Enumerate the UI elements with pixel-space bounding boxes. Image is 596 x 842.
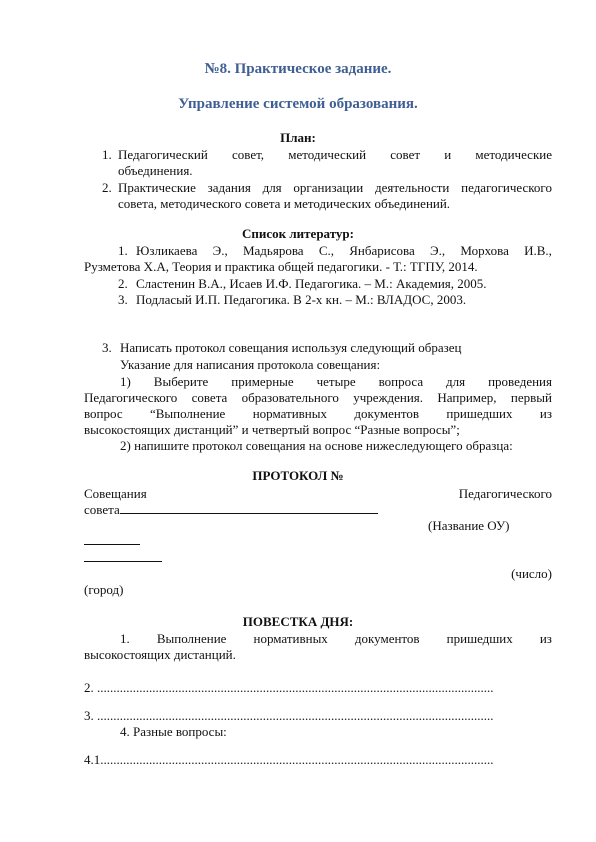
word: 1. (120, 631, 130, 646)
word: Э., (430, 243, 446, 258)
agenda-heading: ПОВЕСТКА ДНЯ: (242, 614, 354, 629)
word: Педагогического (84, 390, 178, 405)
plan-heading: План: (280, 130, 316, 145)
lit-item-2-number: 2. (118, 276, 128, 291)
plan-item-1-number: 1. (102, 147, 112, 162)
word: вопрос (84, 406, 123, 421)
protocol-meeting-label: Совещания (84, 486, 147, 501)
lit-item-1-number: 1. (118, 243, 128, 258)
agenda-item-4-1: 4.1......................................................................................................................... (84, 752, 494, 767)
agenda-item-3: 3. .......................................................................................................................... (84, 708, 494, 723)
word: нормативных (252, 406, 327, 421)
word: Мадьярова (242, 243, 304, 258)
protocol-number-blank-line (84, 533, 140, 549)
word: примерные (231, 374, 294, 389)
word: совет (390, 147, 421, 162)
word: И.В., (524, 243, 552, 258)
word: задания (207, 180, 251, 195)
task3-step2: 2) напишите протокол совещания на основе нижеследующего образца: (120, 438, 513, 453)
word: документов (354, 406, 420, 421)
protocol-council-line (84, 502, 378, 518)
word: вопроса (378, 374, 424, 389)
protocol-pedagogical-label: Педагогического (458, 486, 552, 501)
word: Янбарисова (349, 243, 415, 258)
word: методический (288, 147, 367, 162)
word: Например, (437, 390, 497, 405)
protocol-heading: ПРОТОКОЛ № (252, 468, 344, 483)
word: документов (354, 631, 420, 646)
word: первый (510, 390, 552, 405)
word: педагогического (461, 180, 552, 195)
word: нормативных (253, 631, 328, 646)
plan-item-2-line (118, 180, 552, 196)
protocol-org-name-hint: (Название ОУ) (428, 518, 510, 533)
literature-heading: Список литератур: (242, 226, 354, 241)
word: Морхова (460, 243, 509, 258)
word: пришедших (446, 631, 513, 646)
agenda-item-2: 2. .......................................................................................................................... (84, 680, 494, 695)
word: деятельности (374, 180, 450, 195)
task3-step1-line3 (84, 406, 552, 422)
word: для (262, 180, 282, 195)
protocol-number-blank (84, 533, 140, 545)
protocol-city-hint: (город) (84, 582, 124, 597)
word: учреждения. (353, 390, 424, 405)
lit-item-1-continuation: Рузметова Х.А, Теория и практика общей педагогики. - Т.: ТГПУ, 2014. (84, 259, 478, 274)
plan-item-2-continuation: совета, методического совета и методических объединений. (118, 196, 451, 211)
word: Практические (118, 180, 196, 195)
agenda-item-1-continuation: высокостоящих дистанций. (84, 647, 236, 662)
page-title: №8. Практическое задание. (204, 61, 392, 77)
page-subtitle: Управление системой образования. (178, 96, 418, 112)
task3-text: Написать протокол совещания используя следующий образец (120, 340, 462, 355)
task3-instruction-heading: Указание для написания протокола совещания: (120, 357, 381, 372)
word: проведения (488, 374, 552, 389)
word: из (539, 631, 552, 646)
agenda-item-1-line (120, 631, 552, 647)
task3-step1-line4: высокостоящих дистанций” и четвертый вопрос “Разные вопросы”; (84, 422, 460, 437)
task3-step1-line1 (120, 374, 552, 390)
word: и (444, 147, 452, 162)
agenda-item-4: 4. Разные вопросы: (120, 724, 227, 739)
word: методические (475, 147, 552, 162)
word: Выполнение (156, 631, 227, 646)
word: Педагогический (118, 147, 208, 162)
lit-item-3-number: 3. (118, 292, 128, 307)
word: образовательного (241, 390, 339, 405)
plan-item-1-line (118, 147, 552, 163)
word: Юзликаева (136, 243, 198, 258)
lit-item-1-line (136, 243, 552, 259)
lit-item-3-text: Подласый И.П. Педагогика. В 2-х кн. – М.: ВЛАДОС, 2003. (136, 292, 467, 307)
word: “Выполнение (149, 406, 226, 421)
word: 1) (120, 374, 131, 389)
protocol-date-blank (84, 550, 162, 562)
word: Выберите (153, 374, 209, 389)
word: С., (318, 243, 334, 258)
plan-item-2-number: 2. (102, 180, 112, 195)
word: совет, (231, 147, 265, 162)
word: из (539, 406, 552, 421)
word: Э., (212, 243, 228, 258)
protocol-date-blank-line (84, 550, 162, 566)
protocol-council-blank (120, 502, 378, 514)
protocol-council-label: совета (84, 502, 120, 517)
word: для (446, 374, 466, 389)
word: пришедших (446, 406, 513, 421)
task3-step1-line2 (84, 390, 552, 406)
task3-number: 3. (102, 340, 112, 355)
plan-item-1-continuation: объединения. (118, 163, 193, 178)
word: четыре (316, 374, 356, 389)
protocol-date-hint: (число) (511, 566, 552, 581)
word: организации (293, 180, 364, 195)
lit-item-2-text: Сластенин В.А., Исаев И.Ф. Педагогика. – М.: Академия, 2005. (136, 276, 487, 291)
word: совета (191, 390, 228, 405)
